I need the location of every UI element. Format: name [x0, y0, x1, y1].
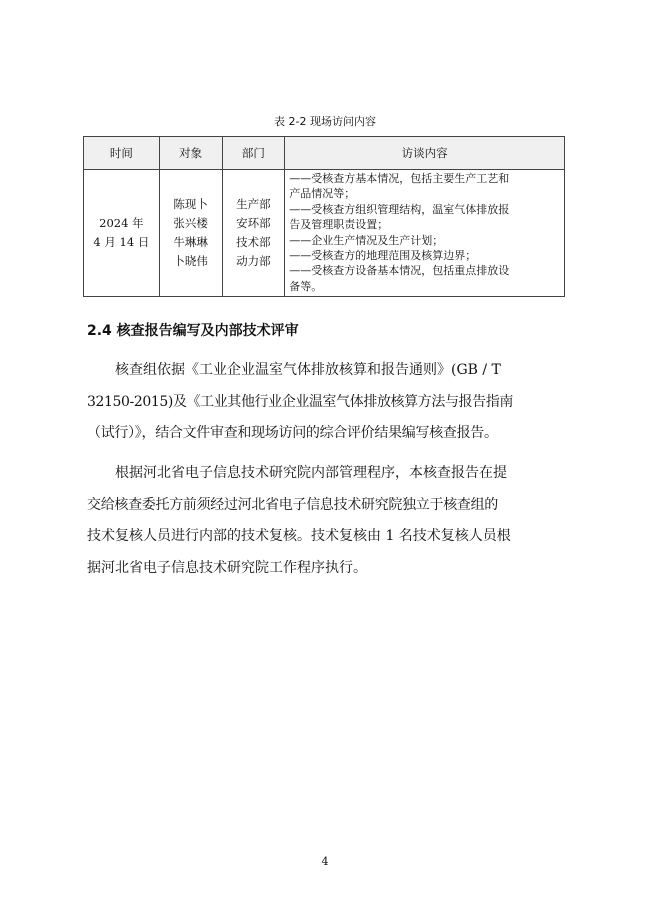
paragraph-line: 根据河北省电子信息技术研究院内部管理程序，本核查报告在提	[115, 465, 507, 481]
header-department: 部门	[222, 137, 285, 170]
section-heading: 2.4 核查报告编写及内部技术评审	[87, 323, 299, 339]
table-row	[84, 170, 565, 297]
department-name: 技术部	[236, 235, 271, 250]
paragraph-line: 据河北省电子信息技术研究院工作程序执行。	[87, 559, 367, 576]
department-name: 生产部	[236, 197, 271, 212]
person-name: 牛琳琳	[173, 235, 208, 250]
content-line: ——受核查方设备基本情况，包括重点排放设	[289, 264, 510, 278]
time-line: 4 月 14 日	[93, 235, 150, 250]
cell-time	[84, 170, 160, 297]
header-person: 对象	[159, 137, 222, 170]
cell-departments	[222, 170, 285, 297]
table-caption: 表 2-2 现场访问内容	[274, 115, 376, 128]
department-name: 动力部	[236, 254, 271, 269]
content-line: 告及管理职责设置；	[289, 218, 389, 232]
department-name: 安环部	[236, 216, 271, 231]
content-line: ——受核查方组织管理结构，温室气体排放报	[289, 202, 510, 216]
header-time: 时间	[84, 137, 160, 170]
content-line: ——受核查方的地理范围及核算边界；	[289, 249, 477, 263]
header-interview-content: 访谈内容	[285, 137, 565, 170]
content-line: ——受核查方基本情况，包括主要生产工艺和	[289, 172, 510, 185]
time-line: 2024 年	[99, 216, 144, 231]
cell-interview-content	[285, 170, 565, 297]
paragraph-line: 32150-2015)及《工业其他行业企业温室气体排放核算方法与报告指南	[87, 393, 513, 410]
content-line: ——企业生产情况及生产计划；	[289, 233, 444, 247]
paragraph-line: 交给核查委托方前须经过河北省电子信息技术研究院独立于核查组的	[87, 496, 498, 513]
paragraph-line: （试行）》，结合文件审查和现场访问的综合评价结果编写核查报告。	[87, 425, 498, 441]
paragraph-line: 核查组依据《工业企业温室气体排放核算和报告通则》(GB / T	[115, 362, 501, 378]
cell-people	[159, 170, 222, 297]
page-number: 4	[321, 855, 329, 868]
visit-content-table	[83, 136, 565, 297]
table-header-row	[84, 137, 565, 170]
paragraph-line: 技术复核人员进行内部的技术复核。技术复核由 1 名技术复核人员根	[87, 528, 511, 544]
person-name: 陈现卜	[173, 197, 208, 212]
paragraph-report-basis	[87, 355, 567, 450]
person-name: 卜晓伟	[173, 254, 208, 269]
person-name: 张兴楼	[173, 216, 208, 231]
content-line: 产品情况等；	[289, 187, 356, 201]
content-line: 备等。	[289, 279, 323, 293]
paragraph-internal-review	[87, 458, 567, 584]
